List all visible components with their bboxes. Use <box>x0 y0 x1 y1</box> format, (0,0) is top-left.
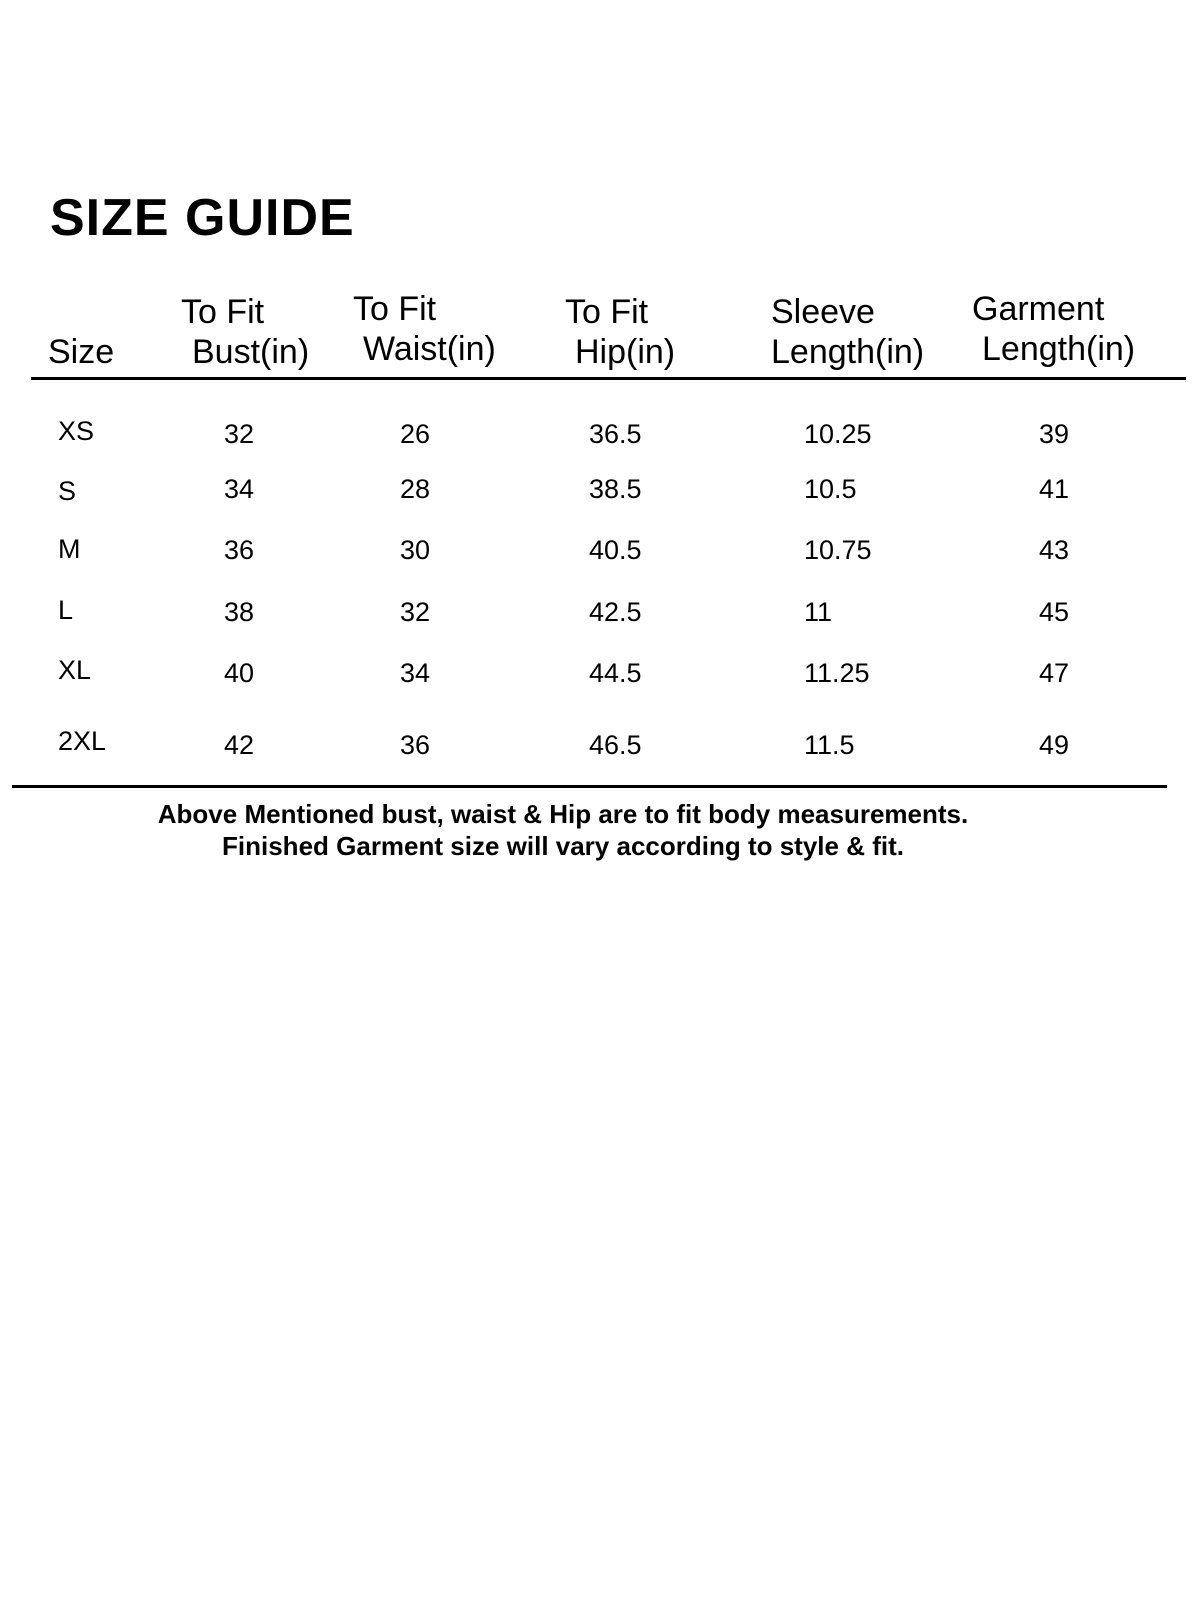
header-hip <box>565 292 675 372</box>
cell-hip: 40.5 <box>589 535 642 565</box>
header-hip-line2: Hip(in) <box>575 333 676 371</box>
header-waist-line2: Waist(in) <box>363 330 496 368</box>
header-bust <box>181 292 309 372</box>
cell-size: L <box>58 595 74 625</box>
cell-sleeve: 10.25 <box>804 419 872 449</box>
cell-hip: 38.5 <box>589 474 642 504</box>
cell-size: S <box>58 476 77 506</box>
cell-garment: 49 <box>1039 730 1070 760</box>
footnote-line-1: Above Mentioned bust, waist & Hip are to fit body measurements. <box>157 799 969 829</box>
cell-garment: 43 <box>1039 535 1070 565</box>
cell-size: XL <box>58 655 92 685</box>
cell-waist: 26 <box>400 419 431 449</box>
cell-size: XS <box>58 416 95 446</box>
header-size-line2: Size <box>48 333 115 371</box>
cell-bust: 34 <box>224 474 255 504</box>
cell-hip: 36.5 <box>589 419 642 449</box>
cell-bust: 42 <box>224 730 255 760</box>
header-garment-line1: Garment <box>972 290 1105 328</box>
header-sleeve-length <box>771 292 924 372</box>
header-sleeve-line1: Sleeve <box>771 293 875 331</box>
cell-sleeve: 11.5 <box>804 730 855 760</box>
cell-sleeve: 11 <box>804 597 833 627</box>
header-sleeve-line2: Length(in) <box>771 333 925 371</box>
cell-garment: 41 <box>1039 474 1070 504</box>
cell-sleeve: 11.25 <box>804 658 870 688</box>
cell-bust: 32 <box>224 419 255 449</box>
page-title: SIZE GUIDE <box>50 189 355 247</box>
footnote-line-2: Finished Garment size will vary according to style & fit. <box>222 831 904 861</box>
cell-waist: 30 <box>400 535 431 565</box>
cell-garment: 47 <box>1039 658 1070 688</box>
cell-bust: 40 <box>224 658 255 688</box>
cell-sleeve: 10.5 <box>804 474 857 504</box>
cell-waist: 32 <box>400 597 431 627</box>
cell-hip: 44.5 <box>589 658 642 688</box>
header-bust-line1: To Fit <box>181 293 265 331</box>
header-divider <box>31 377 1186 380</box>
header-hip-line1: To Fit <box>565 293 649 331</box>
cell-waist: 34 <box>400 658 431 688</box>
cell-bust: 36 <box>224 535 255 565</box>
header-garment-line2: Length(in) <box>982 330 1136 368</box>
cell-size: M <box>58 534 81 564</box>
table-bottom-divider <box>12 785 1167 788</box>
cell-waist: 28 <box>400 474 431 504</box>
header-waist-line1: To Fit <box>353 290 437 328</box>
cell-garment: 45 <box>1039 597 1070 627</box>
cell-size: 2XL <box>58 726 107 756</box>
header-waist <box>353 289 496 369</box>
cell-waist: 36 <box>400 730 431 760</box>
cell-hip: 46.5 <box>589 730 642 760</box>
cell-bust: 38 <box>224 597 255 627</box>
header-bust-line2: Bust(in) <box>192 333 310 371</box>
cell-garment: 39 <box>1039 419 1070 449</box>
header-garment-length <box>972 289 1135 369</box>
cell-hip: 42.5 <box>589 597 642 627</box>
cell-sleeve: 10.75 <box>804 535 872 565</box>
